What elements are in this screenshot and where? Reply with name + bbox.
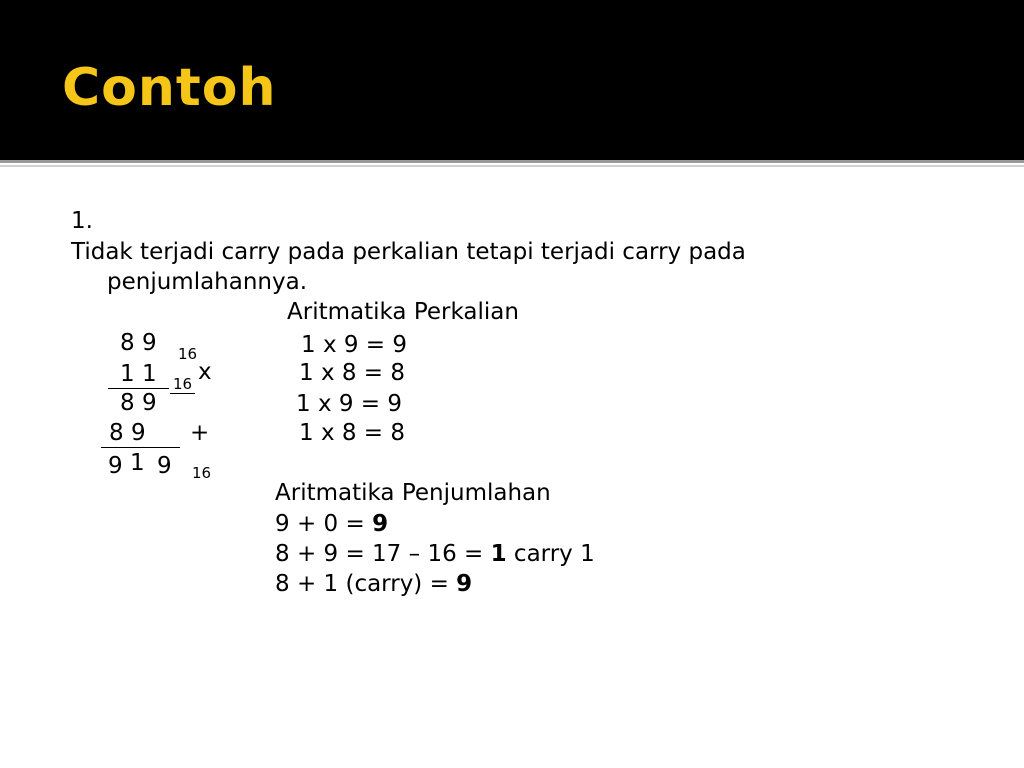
multiplication-step: 1 x 8 = 8: [299, 360, 406, 386]
addition-step-3-result: 9: [456, 571, 473, 597]
description-line-1: Tidak terjadi carry pada perkalian tetapi terjadi carry pada: [71, 239, 746, 265]
multiplication-step: 1 x 9 = 9: [296, 391, 403, 417]
operator-plus: +: [190, 420, 210, 446]
multiplication-step: 1 x 9 = 9: [301, 332, 408, 358]
addition-step-3-text: 8 + 1 (carry) =: [275, 571, 457, 597]
multiplier: 1 1: [108, 360, 169, 389]
result-digit-2: 9: [157, 453, 172, 479]
multiplicand: 8 9: [120, 330, 157, 356]
addition-step-3: [275, 570, 472, 598]
header-divider: [0, 160, 1024, 163]
addition-step-2-result: 1: [490, 541, 507, 567]
slide-title: Contoh: [62, 58, 277, 118]
slide-header: [0, 0, 1024, 160]
result-digit-1: 9: [108, 453, 123, 479]
addition-step-1-result: 9: [372, 511, 389, 537]
header-divider-light: [0, 165, 1024, 167]
partial-product-2: 8 9: [101, 419, 180, 448]
addition-step-1-text: 9 + 0 =: [275, 511, 373, 537]
multiplicand-base: 16: [178, 345, 198, 363]
multiplication-heading: Aritmatika Perkalian: [287, 299, 519, 325]
addition-step-2-suffix: carry 1: [506, 541, 595, 567]
addition-heading: Aritmatika Penjumlahan: [275, 480, 551, 506]
result-base: 16: [192, 464, 212, 482]
partial-product-1: 8 9: [120, 390, 157, 416]
description-line-2: penjumlahannya.: [107, 269, 308, 295]
addition-step-2: [275, 540, 595, 568]
operator-multiply: x: [198, 359, 212, 385]
multiplier-base: 16: [170, 375, 195, 394]
multiplication-step: 1 x 8 = 8: [299, 420, 406, 446]
result-carry-digit: 1: [130, 450, 145, 476]
addition-step-2-text: 8 + 9 = 17 – 16 =: [275, 541, 491, 567]
item-number: 1.: [71, 208, 93, 234]
addition-step-1: [275, 510, 388, 538]
